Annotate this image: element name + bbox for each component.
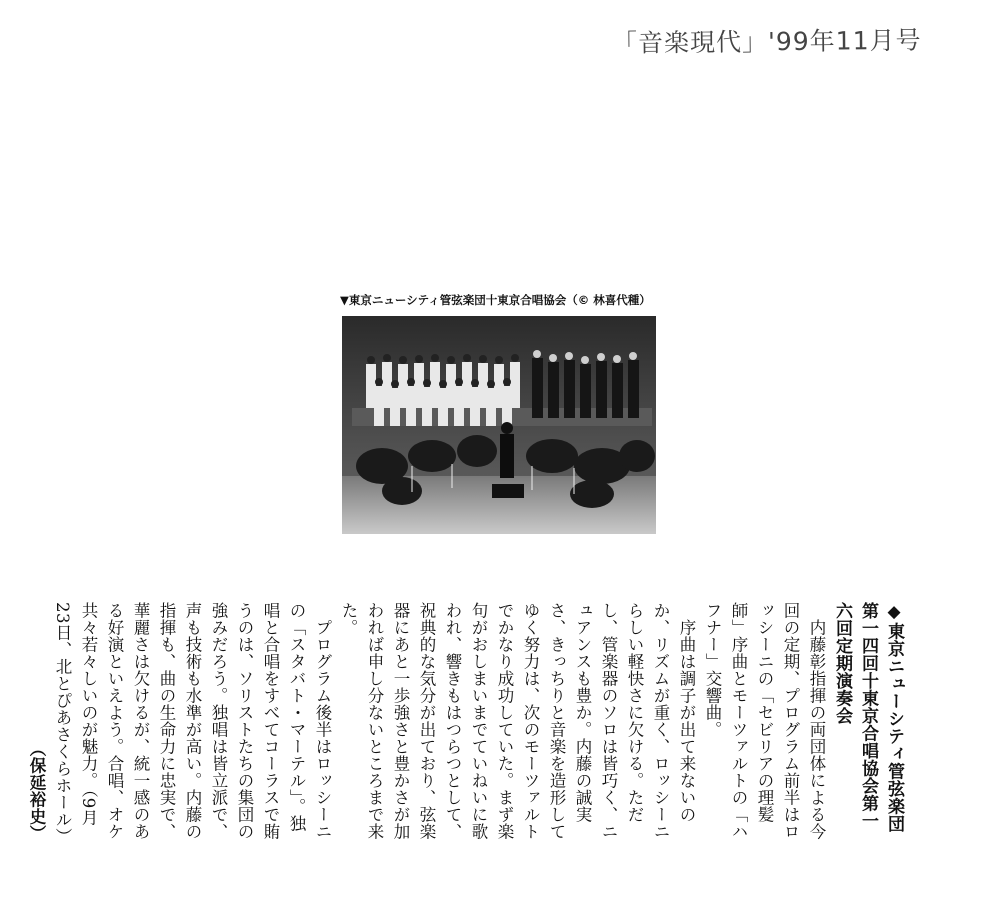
article-paragraph: 内藤彰指揮の両団体による今回の定期、プログラム前半はロッシーニの「セビリアの理髪師」序曲とモーツァルトの「ハフナー」交響曲。 [703,602,826,840]
photo-caption: ▼東京ニューシティ管弦楽団十東京合唱協会（© 林喜代種） [340,293,651,307]
article-paragraph: プログラム後半はロッシーニの「スタバト・マーテル」。独唱と合唱をすべてコーラスで賄うのは、ソリストたちの集団の強みだろう。独唱は皆立派で、声も技術も水準が高い。内藤の指揮も、曲の生命力に忠実で、華麗さは欠けるが、統一感のある好演といえよう。合唱、オケ共々若々しいのが魅力。（9月23日、北とぴあさくらホール） [53,602,332,845]
article-paragraph: 序曲は調子が出て来ないのか、リズムが重く、ロッシーニらしい軽快さに欠ける。ただし、管楽器のソロは皆巧く、ニュアンスも豊か。内藤の誠実さ、きっちりと音楽を造形してゆく努力は、次のモーツァルトでかなり成功していた。まず楽句がおしまいまでていねいに歌われ、響きもはつらつとして、祝典的な気分が出ており、弦楽器にあと一歩強さと豊かさが加われば申し分ないところまで来た。 [339,602,696,840]
source-note: 「音楽現代」'99年11月号 [611,25,922,58]
article-author: （保延裕史） [27,740,46,842]
concert-photo [342,316,656,534]
review-article [27,602,907,845]
article-headline: ◆東京ニューシティ管弦楽団第一四回十東京合唱協会第一六回定期演奏会 [832,602,904,833]
